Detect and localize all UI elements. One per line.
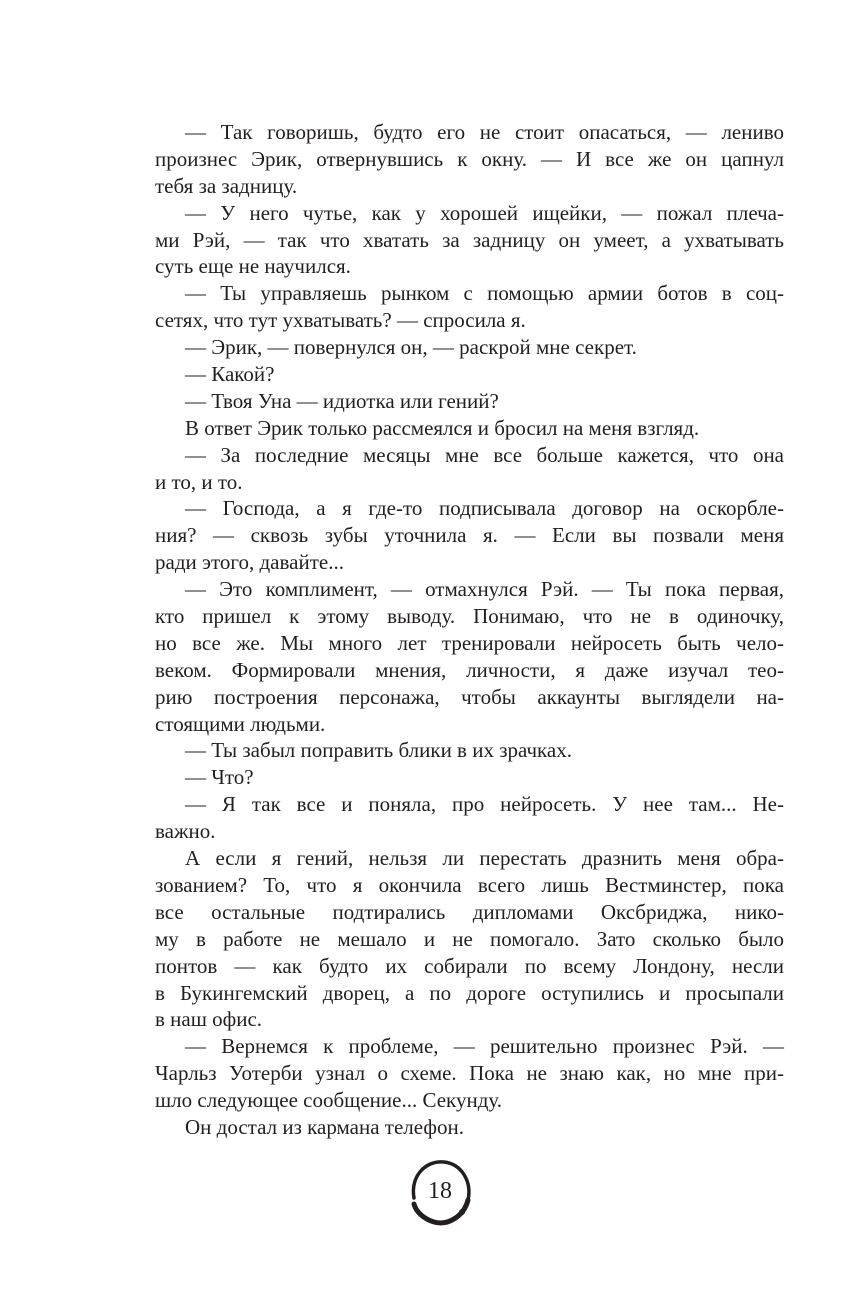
text-line: шло следующее сообщение... Секунду. bbox=[155, 1088, 503, 1113]
paragraph bbox=[155, 200, 784, 281]
text-line: — Господа, а я где-то подписывала договор на оскорбле- bbox=[185, 496, 784, 521]
paragraph bbox=[155, 495, 784, 576]
paragraph bbox=[155, 442, 784, 496]
paragraph bbox=[155, 280, 784, 334]
text-line: В ответ Эрик только рассмеялся и бросил на меня взгляд. bbox=[185, 415, 700, 440]
paragraph bbox=[155, 764, 784, 791]
text-line: сетях, что тут ухватывать? — спросила я. bbox=[155, 308, 526, 333]
text-line: му в работе не мешало и не помогало. Зато сколько было bbox=[155, 926, 784, 951]
text-line: веком. Формировали мнения, личности, я даже изучал тео- bbox=[155, 657, 784, 682]
text-line: — У него чутье, как у хорошей ищейки, — пожал плеча- bbox=[185, 200, 784, 225]
text-line: — Это комплимент, — отмахнулся Рэй. — Ты пока первая, bbox=[185, 577, 784, 602]
text-line: стоящими людьми. bbox=[155, 711, 326, 736]
paragraph bbox=[155, 845, 784, 1033]
text-line: — Так говоришь, будто его не стоит опасаться, — лениво bbox=[185, 120, 784, 144]
text-line: А если я гений, нельзя ли перестать дразнить меня обра- bbox=[185, 846, 784, 871]
text-line: в Букингемский дворец, а по дороге оступились и просыпали bbox=[155, 980, 784, 1005]
paragraph bbox=[155, 334, 784, 361]
text-line: произнес Эрик, отвернувшись к окну. — И все же он цапнул bbox=[155, 146, 784, 171]
text-line: ния? — сквозь зубы уточнила я. — Если вы позвали меня bbox=[155, 523, 784, 548]
paragraph bbox=[155, 119, 784, 200]
paragraph bbox=[155, 415, 784, 442]
text-line: — Вернемся к проблеме, — решительно произнес Рэй. — bbox=[185, 1034, 784, 1059]
text-line: в наш офис. bbox=[155, 1007, 263, 1032]
page-number-badge bbox=[400, 1152, 480, 1232]
text-line: и то, и то. bbox=[155, 469, 243, 494]
text-line: зованием? То, что я окончила всего лишь Вестминстер, пока bbox=[155, 872, 784, 897]
text-line: — Ты управляешь рынком с помощью армии ботов в соц- bbox=[185, 281, 784, 306]
paragraph bbox=[155, 1114, 784, 1141]
text-line: Он достал из кармана телефон. bbox=[185, 1114, 464, 1139]
paragraph bbox=[155, 576, 784, 737]
text-line: — Я так все и поняла, про нейросеть. У нее там... Не- bbox=[185, 792, 784, 817]
text-line: рию построения персонажа, чтобы аккаунты выглядели на- bbox=[155, 684, 784, 709]
paragraph bbox=[155, 791, 784, 845]
text-line: все остальные подтирались дипломами Оксбриджа, нико- bbox=[155, 899, 784, 924]
text-line: суть еще не научился. bbox=[155, 254, 351, 279]
paragraph bbox=[155, 737, 784, 764]
text-line: — Какой? bbox=[185, 362, 275, 387]
page-body-text bbox=[155, 119, 784, 1141]
text-line: — Твоя Уна — идиотка или гений? bbox=[185, 388, 499, 413]
text-line: — Что? bbox=[185, 765, 254, 790]
text-line: тебя за задницу. bbox=[155, 173, 298, 198]
paragraph bbox=[155, 1033, 784, 1114]
page-number: 18 bbox=[428, 1178, 452, 1204]
paragraph bbox=[155, 388, 784, 415]
text-line: кто пришел к этому выводу. Понимаю, что не в одиночку, bbox=[155, 604, 784, 629]
text-line: ради этого, давайте... bbox=[155, 550, 344, 575]
text-line: ми Рэй, — так что хватать за задницу он умеет, а ухватывать bbox=[155, 227, 784, 252]
text-line: — Эрик, — повернулся он, — раскрой мне секрет. bbox=[185, 335, 637, 360]
text-line: понтов — как будто их собирали по всему Лондону, несли bbox=[155, 953, 784, 978]
text-line: но все же. Мы много лет тренировали нейросеть быть чело- bbox=[155, 630, 784, 655]
text-line: — За последние месяцы мне все больше кажется, что она bbox=[185, 442, 784, 467]
paragraph bbox=[155, 361, 784, 388]
text-line: — Ты забыл поправить блики в их зрачках. bbox=[185, 738, 573, 763]
text-line: Чарльз Уотерби узнал о схеме. Пока не знаю как, но мне при- bbox=[155, 1061, 784, 1086]
text-line: важно. bbox=[155, 819, 216, 844]
